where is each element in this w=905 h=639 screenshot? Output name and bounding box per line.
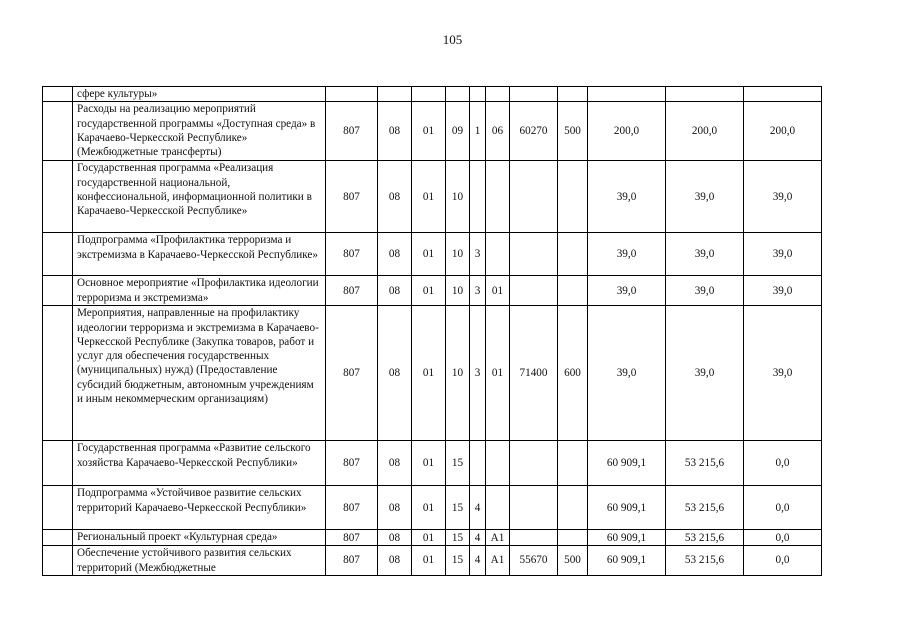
amount-cell-v1: 39,0	[588, 276, 666, 306]
code-cell-c7: 55670	[510, 546, 558, 576]
code-cell-c4: 09	[446, 102, 470, 161]
code-cell-c8	[558, 441, 588, 486]
table-row	[43, 276, 822, 306]
code-cell-c1: 807	[326, 276, 378, 306]
item-name-cell: Государственная программа «Развитие сельского хозяйства Карачаево-Черкесской Республики»	[73, 441, 326, 486]
code-cell-c7	[510, 486, 558, 530]
amount-cell-v3: 0,0	[744, 486, 822, 530]
code-cell-c7	[510, 441, 558, 486]
code-cell-c5	[470, 87, 486, 102]
amount-cell-v3: 39,0	[744, 161, 822, 233]
code-cell-c4: 15	[446, 486, 470, 530]
amount-cell-v2: 39,0	[666, 233, 744, 276]
table-row	[43, 161, 822, 233]
amount-cell-v1: 200,0	[588, 102, 666, 161]
code-cell-c4: 15	[446, 546, 470, 576]
amount-cell-v2: 53 215,6	[666, 530, 744, 546]
code-cell-c8: 500	[558, 102, 588, 161]
code-cell-c4: 10	[446, 233, 470, 276]
code-cell-c4: 10	[446, 276, 470, 306]
code-cell-c3: 01	[412, 161, 446, 233]
budget-table-body	[43, 87, 822, 576]
code-cell-c6	[486, 486, 510, 530]
item-name-cell: Основное мероприятие «Профилактика идеологии терроризма и экстремизма»	[73, 276, 326, 306]
item-name-cell: Государственная программа «Реализация государственной национальной, конфессиональной, информационной политики в Карачаево-Черкесской Республике»	[73, 161, 326, 233]
item-name-cell: сфере культуры»	[73, 87, 326, 102]
code-cell-c2: 08	[378, 530, 412, 546]
code-cell-c1: 807	[326, 161, 378, 233]
code-cell-c8	[558, 486, 588, 530]
table-row	[43, 530, 822, 546]
row-number-cell	[43, 530, 73, 546]
code-cell-c3: 01	[412, 530, 446, 546]
code-cell-c5: 4	[470, 530, 486, 546]
code-cell-c8: 500	[558, 546, 588, 576]
code-cell-c5	[470, 441, 486, 486]
item-name-cell: Региональный проект «Культурная среда»	[73, 530, 326, 546]
amount-cell-v2: 200,0	[666, 102, 744, 161]
amount-cell-v1: 60 909,1	[588, 530, 666, 546]
code-cell-c6: 06	[486, 102, 510, 161]
code-cell-c3: 01	[412, 276, 446, 306]
code-cell-c1: 807	[326, 102, 378, 161]
code-cell-c7	[510, 87, 558, 102]
code-cell-c6	[486, 161, 510, 233]
item-name-cell: Обеспечение устойчивого развития сельских территорий (Межбюджетные	[73, 546, 326, 576]
code-cell-c2	[378, 87, 412, 102]
row-number-cell	[43, 546, 73, 576]
item-name-cell: Подпрограмма «Профилактика терроризма и экстремизма в Карачаево-Черкесской Республике»	[73, 233, 326, 276]
item-name-cell: Расходы на реализацию мероприятий государственной программы «Доступная среда» в Карачаево-Черкесской Республике» (Межбюджетные трансферты)	[73, 102, 326, 161]
code-cell-c3: 01	[412, 441, 446, 486]
code-cell-c2: 08	[378, 276, 412, 306]
code-cell-c6	[486, 441, 510, 486]
row-number-cell	[43, 306, 73, 441]
amount-cell-v3: 39,0	[744, 306, 822, 441]
code-cell-c2: 08	[378, 102, 412, 161]
code-cell-c3: 01	[412, 546, 446, 576]
row-number-cell	[43, 102, 73, 161]
code-cell-c4: 10	[446, 161, 470, 233]
amount-cell-v1: 60 909,1	[588, 486, 666, 530]
amount-cell-v2: 53 215,6	[666, 546, 744, 576]
amount-cell-v1: 39,0	[588, 233, 666, 276]
code-cell-c3	[412, 87, 446, 102]
table-row	[43, 486, 822, 530]
amount-cell-v3: 0,0	[744, 546, 822, 576]
code-cell-c6: A1	[486, 546, 510, 576]
code-cell-c8: 600	[558, 306, 588, 441]
amount-cell-v3: 0,0	[744, 530, 822, 546]
amount-cell-v2: 53 215,6	[666, 441, 744, 486]
code-cell-c7	[510, 161, 558, 233]
code-cell-c8	[558, 530, 588, 546]
code-cell-c4: 15	[446, 530, 470, 546]
amount-cell-v2: 39,0	[666, 306, 744, 441]
code-cell-c3: 01	[412, 102, 446, 161]
code-cell-c6	[486, 87, 510, 102]
code-cell-c1: 807	[326, 441, 378, 486]
amount-cell-v1: 60 909,1	[588, 441, 666, 486]
table-row	[43, 233, 822, 276]
code-cell-c8	[558, 276, 588, 306]
code-cell-c5	[470, 161, 486, 233]
code-cell-c8	[558, 161, 588, 233]
code-cell-c2: 08	[378, 486, 412, 530]
amount-cell-v1: 60 909,1	[588, 546, 666, 576]
amount-cell-v2: 39,0	[666, 161, 744, 233]
code-cell-c5: 3	[470, 276, 486, 306]
amount-cell-v3: 0,0	[744, 441, 822, 486]
code-cell-c1	[326, 87, 378, 102]
table-row	[43, 546, 822, 576]
budget-table	[42, 86, 822, 576]
code-cell-c4: 15	[446, 441, 470, 486]
code-cell-c1: 807	[326, 306, 378, 441]
page-number: 105	[442, 32, 463, 47]
amount-cell-v3: 200,0	[744, 102, 822, 161]
code-cell-c6: A1	[486, 530, 510, 546]
code-cell-c2: 08	[378, 306, 412, 441]
code-cell-c5: 4	[470, 546, 486, 576]
code-cell-c2: 08	[378, 441, 412, 486]
code-cell-c7	[510, 233, 558, 276]
code-cell-c8	[558, 87, 588, 102]
code-cell-c4: 10	[446, 306, 470, 441]
amount-cell-v2: 53 215,6	[666, 486, 744, 530]
code-cell-c1: 807	[326, 233, 378, 276]
row-number-cell	[43, 441, 73, 486]
amount-cell-v1: 39,0	[588, 161, 666, 233]
code-cell-c1: 807	[326, 530, 378, 546]
code-cell-c7: 71400	[510, 306, 558, 441]
code-cell-c5: 3	[470, 306, 486, 441]
code-cell-c2: 08	[378, 161, 412, 233]
amount-cell-v2: 39,0	[666, 276, 744, 306]
table-row	[43, 102, 822, 161]
code-cell-c6: 01	[486, 306, 510, 441]
code-cell-c3: 01	[412, 486, 446, 530]
code-cell-c4	[446, 87, 470, 102]
code-cell-c6: 01	[486, 276, 510, 306]
code-cell-c1: 807	[326, 546, 378, 576]
amount-cell-v1	[588, 87, 666, 102]
row-number-cell	[43, 276, 73, 306]
row-number-cell	[43, 87, 73, 102]
code-cell-c3: 01	[412, 306, 446, 441]
amount-cell-v3: 39,0	[744, 233, 822, 276]
amount-cell-v2	[666, 87, 744, 102]
amount-cell-v3: 39,0	[744, 276, 822, 306]
code-cell-c8	[558, 233, 588, 276]
code-cell-c2: 08	[378, 233, 412, 276]
item-name-cell: Подпрограмма «Устойчивое развитие сельских территорий Карачаево-Черкесской Республики»	[73, 486, 326, 530]
code-cell-c5: 4	[470, 486, 486, 530]
code-cell-c3: 01	[412, 233, 446, 276]
code-cell-c5: 1	[470, 102, 486, 161]
code-cell-c1: 807	[326, 486, 378, 530]
amount-cell-v3	[744, 87, 822, 102]
code-cell-c7	[510, 530, 558, 546]
code-cell-c7	[510, 276, 558, 306]
item-name-cell: Мероприятия, направленные на профилактику идеологии терроризма и экстремизма в Карачаево-Черкесской Республике (Закупка товаров, работ и услуг для обеспечения государственных (муниципальных) нужд) (Предоставление субсидий бюджетным, автономным учреждениям и иным некоммерческим организациям)	[73, 306, 326, 441]
code-cell-c5: 3	[470, 233, 486, 276]
row-number-cell	[43, 486, 73, 530]
amount-cell-v1: 39,0	[588, 306, 666, 441]
row-number-cell	[43, 233, 73, 276]
code-cell-c2: 08	[378, 546, 412, 576]
row-number-cell	[43, 161, 73, 233]
table-row	[43, 441, 822, 486]
table-row	[43, 306, 822, 441]
code-cell-c6	[486, 233, 510, 276]
table-row	[43, 87, 822, 102]
code-cell-c7: 60270	[510, 102, 558, 161]
